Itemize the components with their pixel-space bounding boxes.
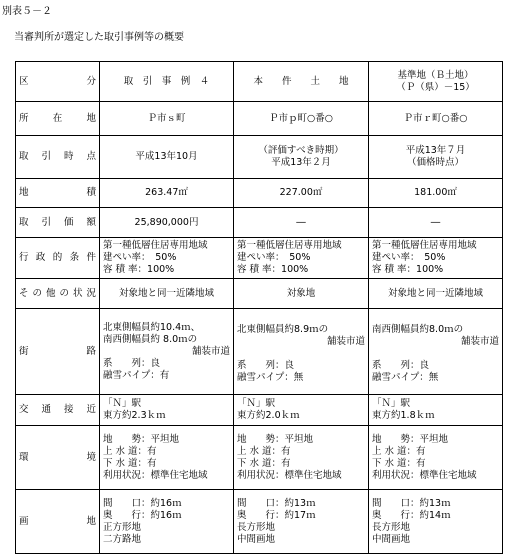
- table-cell: 「Ｎ」駅 東方約2.0ｋｍ: [234, 395, 369, 426]
- table-cell: 対象地: [234, 279, 369, 309]
- street-line: 融雪パイプ：無: [372, 371, 439, 383]
- comparison-table: [15, 61, 503, 554]
- table-cell: 第一種低層住居専用地域 建ぺい率： 50% 容 積 率：100%: [369, 238, 503, 279]
- table-row: [16, 208, 503, 238]
- street-line: 北東側幅員約10.4ｍ、: [103, 321, 201, 333]
- table-row: [16, 490, 503, 554]
- table-cell: 「Ｎ」駅 東方約1.8ｋｍ: [369, 395, 503, 426]
- row-label-other-conditions: その他の状況: [16, 279, 100, 309]
- table-cell: [100, 309, 234, 395]
- street-line: 北東側幅員約8.9ｍの: [237, 323, 329, 335]
- table-cell: 平成13年７月 （価格時点）: [369, 136, 503, 179]
- table-row: [16, 179, 503, 208]
- street-line: 系 列：良: [237, 359, 295, 371]
- table-cell: 第一種低層住居専用地域 建ぺい率： 50% 容 積 率：100%: [234, 238, 369, 279]
- row-label-administrative-conditions: 行政的条件: [16, 238, 100, 279]
- street-pavement: 舗装市道: [191, 345, 230, 357]
- table-row: [16, 279, 503, 309]
- row-label-transaction-price: 取 引 価 額: [16, 208, 100, 238]
- street-line: 南西側幅員約8.0ｍの: [372, 323, 464, 335]
- table-cell: 間 口：約13ｍ 奥 行：約17ｍ 長方形地 中間画地: [234, 490, 369, 554]
- table-cell: 地 勢：平坦地 上 水 道：有 下 水 道：有 利用状況：標準住宅地域: [369, 426, 503, 490]
- table-cell: Ｐ市ｓ町: [100, 102, 234, 136]
- table-cell: 地 勢：平坦地 上 水 道：有 下 水 道：有 利用状況：標準住宅地域: [234, 426, 369, 490]
- table-cell: 対象地と同一近隣地域: [369, 279, 503, 309]
- row-label-land-area: 地 積: [16, 179, 100, 208]
- street-pavement: 舗装市道: [460, 335, 499, 347]
- row-label-environment: 環 境: [16, 426, 100, 490]
- column-header-subject-land: 本 件 土 地: [234, 62, 369, 102]
- row-label-street: 街 路: [16, 309, 100, 395]
- table-row: [16, 426, 503, 490]
- table-cell: 263.47㎡: [100, 179, 234, 208]
- row-label-transport-access: 交 通 接 近: [16, 395, 100, 426]
- table-cell: ―: [234, 208, 369, 238]
- street-line: 融雪パイプ：無: [237, 371, 304, 383]
- table-cell: 「Ｎ」駅 東方約2.3ｋｍ: [100, 395, 234, 426]
- table-cell: [234, 309, 369, 395]
- row-label-transaction-date: 取 引 時 点: [16, 136, 100, 179]
- row-label-lot: 画 地: [16, 490, 100, 554]
- table-row: [16, 309, 503, 395]
- table-cell: Ｐ市ｒ町○番○: [369, 102, 503, 136]
- table-row: [16, 238, 503, 279]
- table-cell: 平成13年10月: [100, 136, 234, 179]
- table-cell: Ｐ市ｐ町○番○: [234, 102, 369, 136]
- row-label-location: 所 在 地: [16, 102, 100, 136]
- column-header-transaction-case: 取 引 事 例 ４: [100, 62, 234, 102]
- column-header-benchmark-land: 基準地（Ｂ土地） （Ｐ（県）－15）: [369, 62, 503, 102]
- table-cell: ―: [369, 208, 503, 238]
- table-header-row: [16, 62, 503, 102]
- street-line: 南西側幅員約 8.0ｍの: [103, 333, 198, 345]
- table-cell: 間 口：約16ｍ 奥 行：約16ｍ 正方形地 二方路地: [100, 490, 234, 554]
- table-cell: （評価すべき時期） 平成13年２月: [234, 136, 369, 179]
- table-cell: 第一種低層住居専用地域 建ぺい率： 50% 容 積 率：100%: [100, 238, 234, 279]
- table-row: [16, 102, 503, 136]
- table-cell: 181.00㎡: [369, 179, 503, 208]
- street-pavement: 舗装市道: [326, 335, 365, 347]
- street-line: 系 列：良: [372, 359, 430, 371]
- table-row: [16, 136, 503, 179]
- table-row: [16, 395, 503, 426]
- street-line: 系 列：良: [103, 357, 161, 369]
- table-cell: 地 勢：平坦地 上 水 道：有 下 水 道：有 利用状況：標準住宅地域: [100, 426, 234, 490]
- document-reference: 別表５－２: [2, 6, 52, 17]
- table-cell: [369, 309, 503, 395]
- table-cell: 間 口：約13ｍ 奥 行：約14ｍ 長方形地 中間画地: [369, 490, 503, 554]
- document-title: 当審判所が選定した取引事例等の概要: [14, 32, 184, 43]
- column-header-category: 区 分: [16, 62, 100, 102]
- table-cell: 25,890,000円: [100, 208, 234, 238]
- street-line: 融雪パイプ：有: [103, 369, 170, 381]
- table-cell: 227.00㎡: [234, 179, 369, 208]
- table-cell: 対象地と同一近隣地域: [100, 279, 234, 309]
